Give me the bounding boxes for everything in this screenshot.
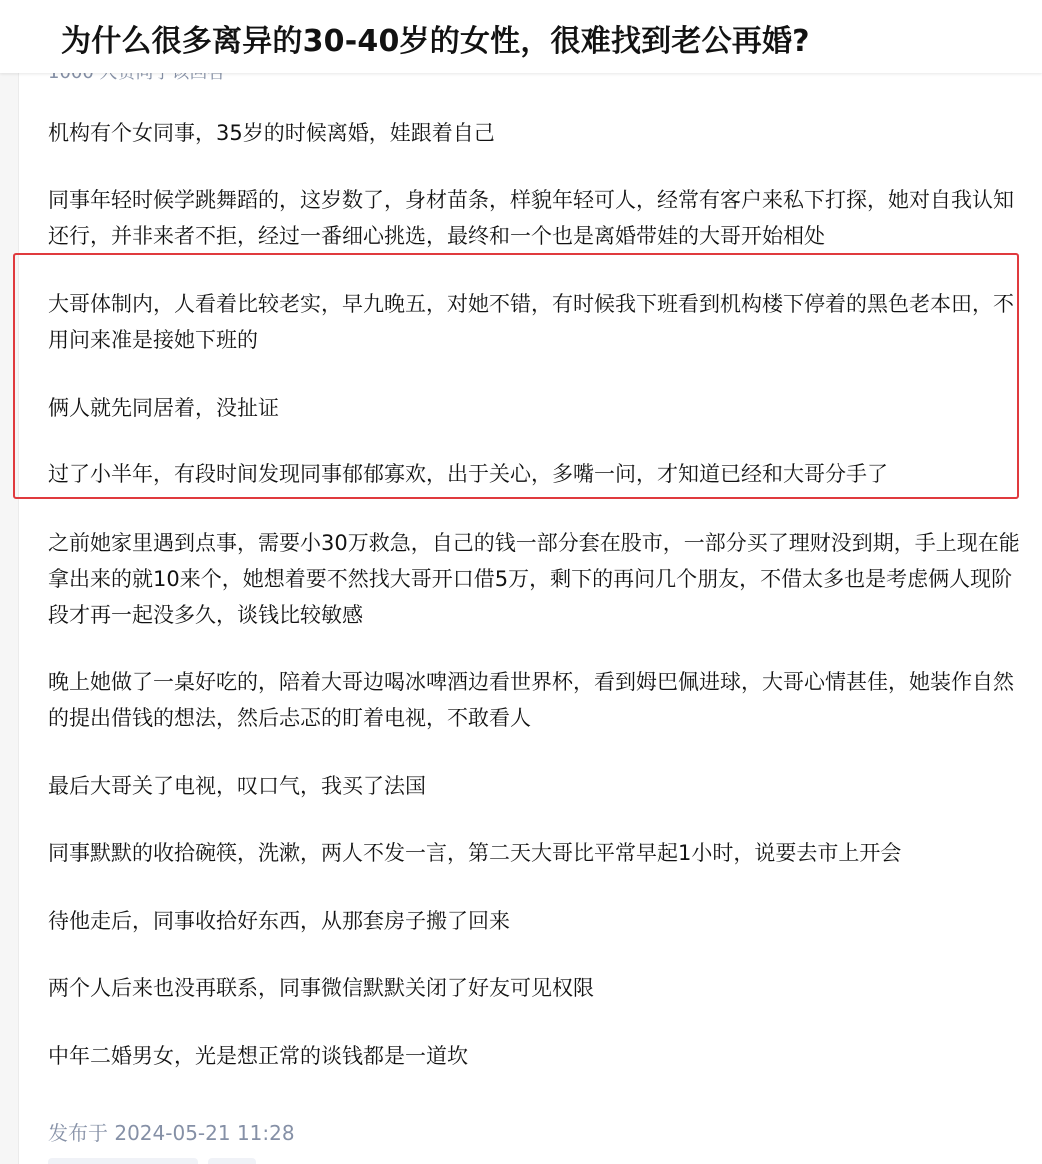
answer-paragraph: 同事年轻时候学跳舞蹈的，这岁数了，身材苗条，样貌年轻可人，经常有客户来私下打探，她对自我认知还行，并非来者不拒，经过一番细心挑选，最终和一个也是离婚带娃的大哥开始相处: [48, 188, 1014, 248]
answer-paragraph: 中年二婚男女，光是想正常的谈钱都是一道坎: [48, 1044, 468, 1068]
question-title[interactable]: 为什么很多离异的30-40岁的女性，很难找到老公再婚?: [61, 24, 810, 59]
answer-paragraph: 两个人后来也没再联系，同事微信默默关闭了好友可见权限: [48, 976, 594, 1000]
upvote-button[interactable]: [48, 1158, 198, 1164]
answer-paragraph: 大哥体制内，人看着比较老实，早九晚五，对她不错，有时候我下班看到机构楼下停着的黑色老本田，不用问来准是接她下班的: [48, 292, 1014, 352]
answer-paragraph: 俩人就先同居着，没扯证: [48, 396, 279, 420]
red-highlight-box: [13, 253, 1019, 499]
answer-paragraph: 最后大哥关了电视，叹口气，我买了法国: [48, 774, 426, 798]
question-header: [0, 0, 1042, 73]
published-time[interactable]: 发布于 2024-05-21 11:28: [48, 1121, 295, 1145]
answer-paragraph: 之前她家里遇到点事，需要小30万救急，自己的钱一部分套在股市，一部分买了理财没到期，手上现在能拿出来的就10来个，她想着要不然找大哥开口借5万，剩下的再问几个朋友，不借太多也是考虑俩人现阶段才再一起没多久，谈钱比较敏感: [48, 531, 1020, 627]
answer-paragraph: 机构有个女同事，35岁的时候离婚，娃跟着自己: [48, 121, 495, 145]
answer-paragraph: 过了小半年，有段时间发现同事郁郁寡欢，出于关心，多嘴一问，才知道已经和大哥分手了: [48, 462, 888, 486]
answer-paragraph: 待他走后，同事收拾好东西，从那套房子搬了回来: [48, 909, 510, 933]
answer-paragraph: 同事默默的收拾碗筷，洗漱，两人不发一言，第二天大哥比平常早起1小时，说要去市上开会: [48, 841, 902, 865]
answer-paragraph: 晚上她做了一桌好吃的，陪着大哥边喝冰啤酒边看世界杯，看到姆巴佩进球，大哥心情甚佳，她装作自然的提出借钱的想法，然后忐忑的盯着电视，不敢看人: [48, 670, 1014, 730]
downvote-button[interactable]: [208, 1158, 256, 1164]
